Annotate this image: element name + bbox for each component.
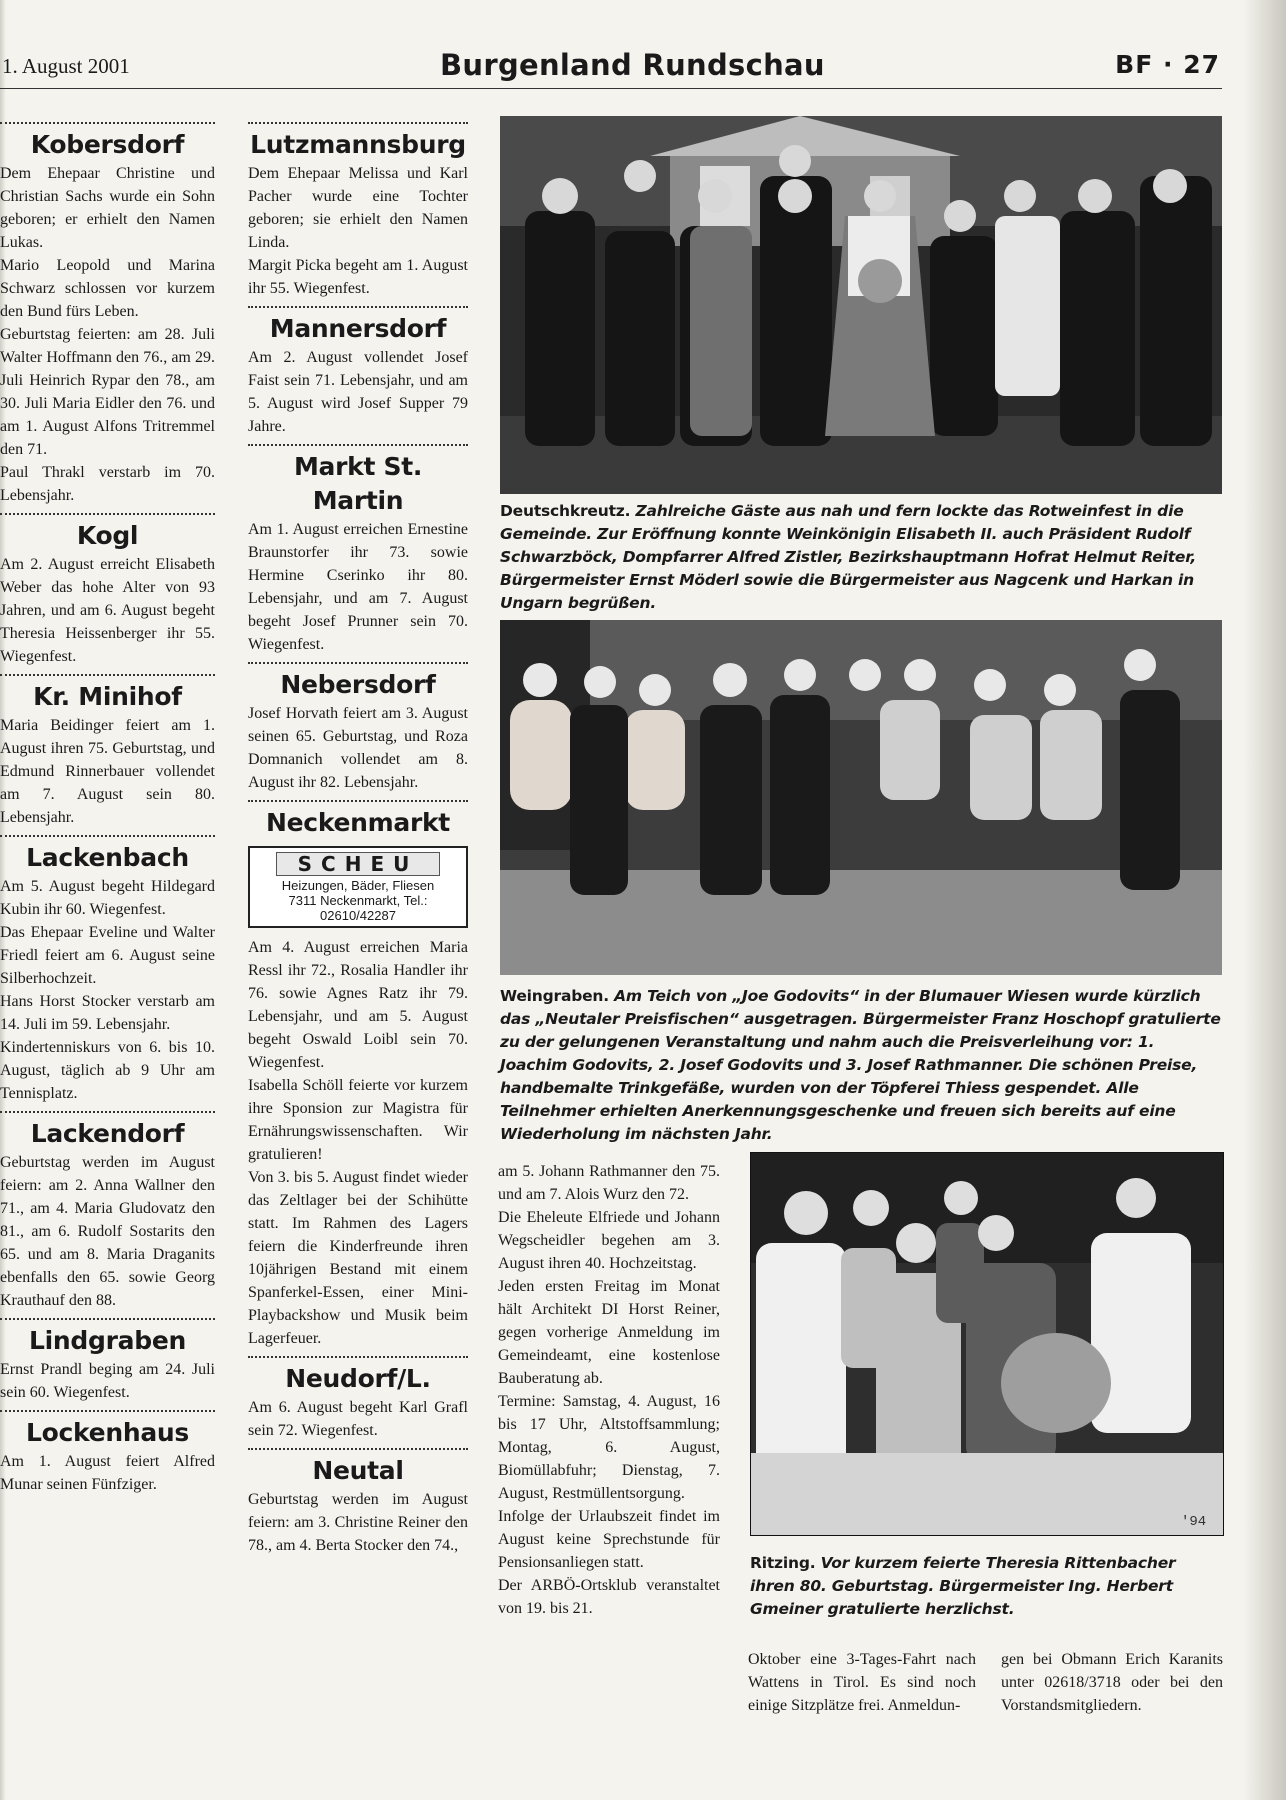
section-heading: Neckenmarkt	[266, 808, 450, 837]
section-body	[0, 714, 215, 829]
paragraph: Von 3. bis 5. August findet wieder das Zeltlager bei der Schihütte statt. Im Rahmen des Lagers feiern die Kinderfreunde ihren 10jährigen Bestand mit einem Spanferkel-Essen, einer Mini-Playbackshow und Musik beim Lagerfeuer.	[248, 1169, 468, 1347]
caption-weingraben	[500, 985, 1222, 1146]
caption-place: Ritzing.	[750, 1554, 816, 1572]
divider	[0, 513, 215, 515]
paragraph: Geburtstag werden im August feiern: am 2. Anna Wallner den 71., am 4. Maria Gludovatz den 81., am 6. Rudolf Sostarits den 65. und am 8. Maria Draganits ebenfalls den 65. sowie Georg Krauthauf den 88.	[0, 1154, 215, 1309]
section-heading: Kobersdorf	[30, 130, 185, 159]
section-body	[0, 162, 215, 507]
paragraph: Am 1. August feiert Alfred Munar seinen Fünfziger.	[0, 1453, 215, 1493]
section-body	[0, 1358, 215, 1404]
section-body	[0, 875, 215, 1105]
paragraph: Am 4. August erreichen Maria Ressl ihr 72., Rosalia Handler ihr 76. sowie Agnes Ratz ihr 79. Lebensjahr, und am 5. August begeht Oswald Loibl sein 70. Wiegenfest.	[248, 939, 468, 1071]
column-2	[248, 116, 468, 1557]
publication-title: Burgenland Rundschau	[440, 48, 825, 82]
caption-text: Am Teich von „Joe Godovits“ in der Blumauer Wiesen wurde kürzlich das „Neutaler Preisfischen“ ausgetragen. Bürgermeister Franz Hoschopf gratulierte zu der gelungenen Veranstaltung und nahm auch die Preisverleihung vor: 1. Joachim Godovits, 2. Josef Godovits und 3. Josef Rathmanner. Die schönen Preise, handbemalte Trinkgefäße, wurden von der Töpferei Thiess gespendet. Alle Teilnehmer erhielten Anerkennungsgeschenke und freuen sich bereits auf eine Wiederholung im nächsten Jahr.	[500, 987, 1221, 1143]
section-body	[498, 1160, 720, 1620]
section-heading: Lutzmannsburg	[250, 130, 466, 159]
paragraph: Paul Thrakl verstarb im 70. Lebensjahr.	[0, 464, 215, 504]
column-4-left	[748, 1648, 976, 1717]
photo-deutschkreutz	[500, 116, 1222, 494]
section-heading: Neudorf/L.	[285, 1364, 431, 1393]
caption-text: Vor kurzem feierte Theresia Rittenbacher ihren 80. Geburtstag. Bürgermeister Ing. Herbert Gmeiner gratulierte herzlichst.	[750, 1554, 1176, 1618]
photo-date-stamp: '94	[1181, 1514, 1207, 1530]
section-heading: Lackenbach	[26, 843, 189, 872]
section-heading: Lindgraben	[29, 1326, 186, 1355]
caption-text: Zahlreiche Gäste aus nah und fern lockte das Rotweinfest in die Gemeinde. Zur Eröffnung konnte Weinkönigin Elisabeth II. auch Präsident Rudolf Schwarzböck, Dompfarrer Alfred Zistler, Bezirkshauptmann Hofrat Helmut Reiter, Bürgermeister Ernst Möderl sowie die Bürgermeister aus Nagcenk und Harkan in Ungarn begrüßen.	[500, 502, 1197, 612]
caption-place: Weingraben.	[500, 987, 609, 1005]
divider	[248, 800, 468, 802]
section-body	[248, 1488, 468, 1557]
section-body	[0, 1151, 215, 1312]
column-3	[498, 1160, 720, 1620]
paragraph: Kindertenniskurs von 6. bis 10. August, täglich ab 9 Uhr am Tennisplatz.	[0, 1039, 215, 1102]
photo-ritzing	[750, 1152, 1224, 1536]
paragraph: Am 2. August erreicht Elisabeth Weber das hohe Alter von 93 Jahren, und am 6. August begeht Theresia Heissenberger ihr 55. Wiegenfest.	[0, 556, 215, 665]
page-number: BF · 27	[1115, 50, 1220, 79]
section-heading: Mannersdorf	[269, 314, 447, 343]
paragraph: Die Eheleute Elfriede und Johann Wegscheidler begehen am 3. August ihren 40. Hochzeitstag.	[498, 1209, 720, 1272]
paragraph: Am 2. August vollendet Josef Faist sein 71. Lebensjahr, und am 5. August wird Josef Supper 79 Jahre.	[248, 349, 468, 435]
column-4-right	[1001, 1648, 1223, 1717]
paragraph: Dem Ehepaar Christine und Christian Sachs wurde ein Sohn geboren; er erhielt den Namen Lukas.	[0, 165, 215, 251]
paragraph: Termine: Samstag, 4. August, 16 bis 17 Uhr, Altstoffsammlung; Montag, 6. August, Biomüllabfuhr; Dienstag, 7. August, Restmüllentsorgung.	[498, 1393, 720, 1502]
paragraph: gen bei Obmann Erich Karanits unter 02618/3718 oder bei den Vorstandsmitgliedern.	[1001, 1651, 1223, 1714]
section-heading: Kr. Minihof	[33, 682, 182, 711]
section-body	[248, 702, 468, 794]
section-heading: Kogl	[76, 521, 139, 550]
ad-line: Heizungen, Bäder, Fliesen	[281, 878, 435, 893]
section-body	[248, 936, 468, 1350]
paragraph: Margit Picka begeht am 1. August ihr 55. Wiegenfest.	[248, 257, 468, 297]
divider	[248, 444, 468, 446]
caption-ritzing	[750, 1552, 1222, 1621]
paragraph: Isabella Schöll feierte vor kurzem ihre Sponsion zur Magistra für Ernährungswissenschaften. Wir gratulieren!	[248, 1077, 468, 1163]
section-heading: Neutal	[312, 1456, 404, 1485]
page-spine	[1244, 0, 1286, 1800]
section-heading: Lackendorf	[30, 1119, 185, 1148]
ad-brand: SCHEU	[276, 852, 440, 876]
ad-line: 7311 Neckenmarkt, Tel.: 02610/42287	[288, 893, 428, 923]
section-heading: Markt St. Martin	[293, 452, 423, 515]
paragraph: Infolge der Urlaubszeit findet im August keine Sprechstunde für Pensionsanliegen statt.	[498, 1508, 720, 1571]
paragraph: Dem Ehepaar Melissa und Karl Pacher wurde eine Tochter geboren; sie erhielt den Namen Linda.	[248, 165, 468, 251]
divider	[0, 1318, 215, 1320]
header-rule	[0, 88, 1222, 89]
section-heading: Lockenhaus	[26, 1418, 189, 1447]
divider	[248, 306, 468, 308]
paragraph: Geburtstag werden im August feiern: am 3. Christine Reiner den 78., am 4. Berta Stocker den 74.,	[248, 1491, 468, 1554]
section-body	[0, 1450, 215, 1496]
section-body	[248, 162, 468, 300]
section-heading: Nebersdorf	[280, 670, 436, 699]
divider	[0, 835, 215, 837]
paragraph: Das Ehepaar Eveline und Walter Friedl feiert am 6. August seine Silberhochzeit.	[0, 924, 215, 987]
caption-deutschkreutz	[500, 500, 1222, 615]
paragraph: Am 6. August begeht Karl Grafl sein 72. Wiegenfest.	[248, 1399, 468, 1439]
paragraph: Hans Horst Stocker verstarb am 14. Juli im 59. Lebensjahr.	[0, 993, 215, 1033]
divider	[0, 1111, 215, 1113]
paragraph: Josef Horvath feiert am 3. August seinen 65. Geburtstag, und Roza Domnanich vollendet am 8. August ihr 82. Lebensjahr.	[248, 705, 468, 791]
advertisement-box	[248, 846, 468, 928]
paragraph: Maria Beidinger feiert am 1. August ihren 75. Geburtstag, und Edmund Rinnerbauer vollendet am 7. August sein 80. Lebensjahr.	[0, 717, 215, 826]
paragraph: Geburtstag feierten: am 28. Juli Walter Hoffmann den 76., am 29. Juli Heinrich Rypar den 78., am 30. Juli Maria Eidler den 76. und am 1. August Alfons Tritremmel den 71.	[0, 326, 215, 458]
paragraph: Oktober eine 3-Tages-Fahrt nach Wattens in Tirol. Es sind noch einige Sitzplätze frei. Anmeldun-	[748, 1651, 976, 1714]
divider	[0, 674, 215, 676]
paragraph: Der ARBÖ-Ortsklub veranstaltet von 19. bis 21.	[498, 1577, 720, 1617]
paragraph: Mario Leopold und Marina Schwarz schlossen vor kurzem den Bund fürs Leben.	[0, 257, 215, 320]
column-1	[0, 116, 215, 1496]
section-body	[248, 1396, 468, 1442]
photo-weingraben	[500, 620, 1222, 975]
section-body	[248, 346, 468, 438]
paragraph: Ernst Prandl beging am 24. Juli sein 60. Wiegenfest.	[0, 1361, 215, 1401]
paragraph: Am 5. August begeht Hildegard Kubin ihr 60. Wiegenfest.	[0, 878, 215, 918]
divider	[248, 662, 468, 664]
divider	[248, 1448, 468, 1450]
paragraph: Jeden ersten Freitag im Monat hält Architekt DI Horst Reiner, gegen vorherige Anmeldung im Gemeindeamt, eine kostenlose Bauberatung ab.	[498, 1278, 720, 1387]
divider	[248, 122, 468, 124]
section-body	[248, 518, 468, 656]
paragraph: Am 1. August erreichen Ernestine Braunstorfer ihr 73. sowie Hermine Cserinko ihr 80. Lebensjahr, und am 7. August begeht Josef Prunner sein 70. Wiegenfest.	[248, 521, 468, 653]
section-body	[0, 553, 215, 668]
divider	[248, 1356, 468, 1358]
caption-place: Deutschkreutz.	[500, 502, 631, 520]
issue-date: 1. August 2001	[2, 54, 130, 78]
divider	[0, 1410, 215, 1412]
divider	[0, 122, 215, 124]
paragraph: am 5. Johann Rathmanner den 75. und am 7. Alois Wurz den 72.	[498, 1163, 720, 1203]
page-header	[0, 48, 1230, 88]
